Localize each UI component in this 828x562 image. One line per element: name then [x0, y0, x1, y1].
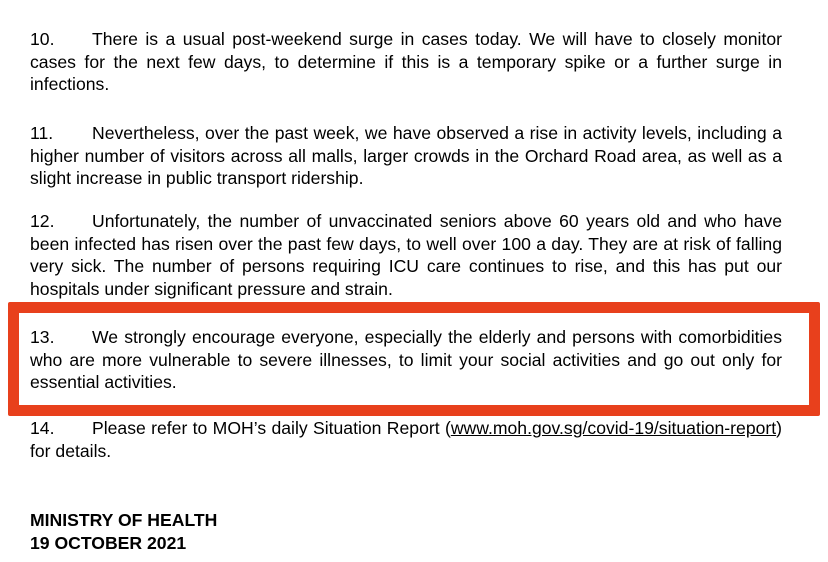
paragraph-number: 12.	[30, 211, 55, 231]
paragraph-text: Nevertheless, over the past week, we have observed a rise in activity levels, including a higher number of visitors across all malls, larger crowds in the Orchard Road area, as well as a slight increase in public transport ridership.	[30, 123, 782, 188]
paragraph-number: 10.	[30, 29, 55, 49]
paragraph-text-after-link: ) for details.	[30, 418, 782, 461]
paragraph-text: There is a usual post-weekend surge in cases today. We will have to closely monitor cases for the next few days, to determine if this is a temporary spike or a further surge in infections.	[30, 29, 782, 94]
paragraph-number: 13.	[30, 327, 55, 347]
paragraph-11	[30, 122, 782, 190]
paragraph-13-highlighted	[30, 326, 782, 394]
paragraph-text: We strongly encourage everyone, especially the elderly and persons with comorbidities who are more vulnerable to severe illnesses, to limit your social activities and go out only for essential activities.	[30, 327, 782, 392]
signoff-date: 19 OCTOBER 2021	[30, 533, 187, 553]
signoff-organization: MINISTRY OF HEALTH	[30, 510, 218, 530]
paragraph-12	[30, 210, 782, 300]
paragraph-text: Unfortunately, the number of unvaccinated seniors above 60 years old and who have been infected has risen over the past few days, to well over 100 a day. They are at risk of falling very sick. The number of persons requiring ICU care continues to rise, and this has put our hospitals under significant pressure and strain.	[30, 211, 782, 299]
paragraph-14	[30, 417, 782, 462]
situation-report-link[interactable]: www.moh.gov.sg/covid-19/situation-report	[450, 418, 777, 438]
paragraph-text-before-link: Please refer to MOH’s daily Situation Report (	[92, 418, 451, 438]
paragraph-10	[30, 28, 782, 96]
paragraph-number: 11.	[30, 123, 54, 143]
paragraph-number: 14.	[30, 418, 55, 438]
